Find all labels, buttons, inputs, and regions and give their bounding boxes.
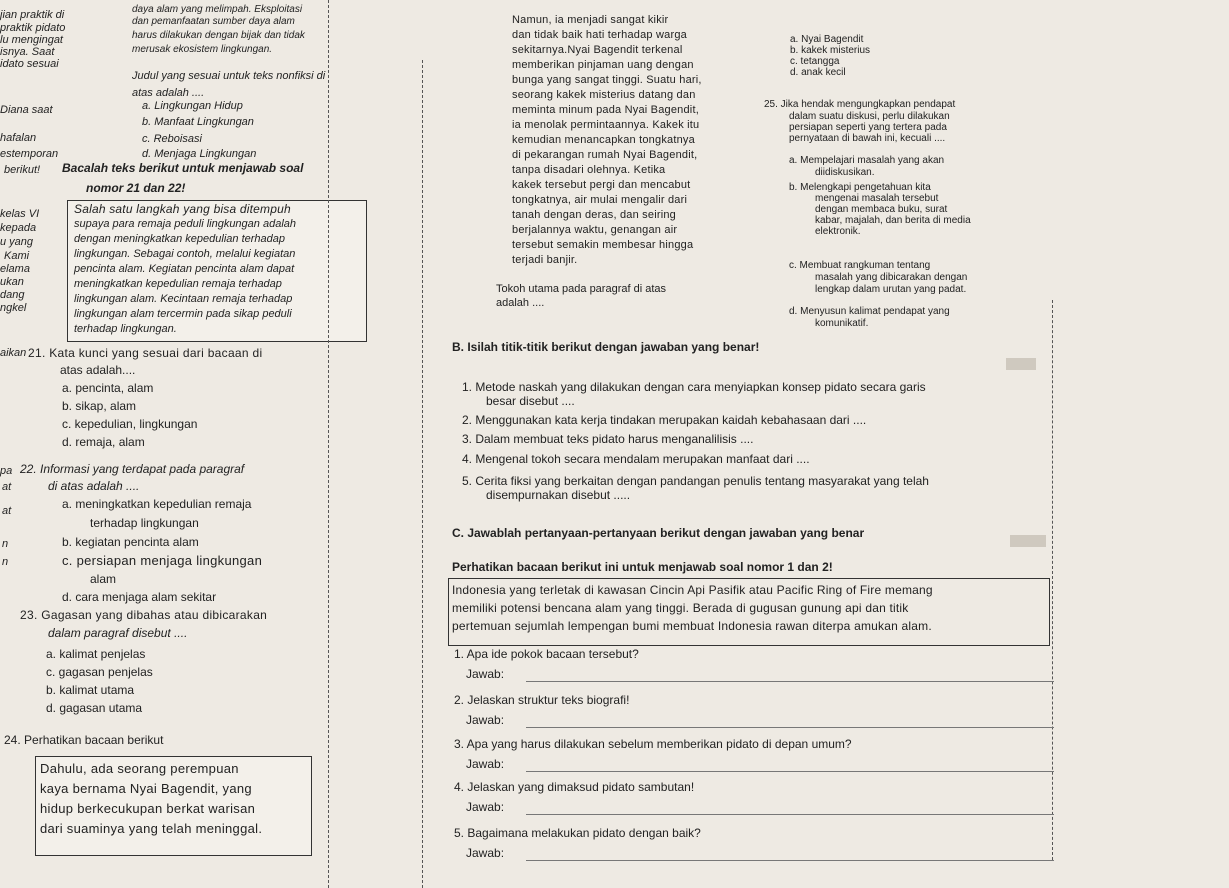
cutoff-text-line: berikut! [4, 164, 41, 176]
cutoff-text-line: kepada [0, 222, 37, 234]
cutoff-text-line: hafalan [0, 132, 37, 144]
passage-3-line: tanah dengan deras, dan seiring [512, 209, 676, 221]
answer-input-line[interactable] [526, 860, 1054, 861]
q20-line: a. Lingkungan Hidup [142, 100, 243, 112]
section-c-title: C. Jawablah pertanyaan-pertanyaan berikut dengan jawaban yang benar [452, 526, 865, 540]
question-24-stem: 24. Perhatikan bacaan berikut [4, 733, 164, 747]
passage-2-line: dari suaminya yang telah meninggal. [40, 821, 263, 836]
q24-option: a. Nyai Bagendit [790, 34, 864, 45]
q21-option: d. remaja, alam [62, 435, 145, 449]
cutoff-text-line: Kami [4, 250, 30, 262]
q25-option-a: a. Mempelajari masalah yang akan [789, 155, 945, 166]
section-c-question: 2. Jelaskan struktur teks biografi! [454, 693, 630, 707]
q24-option: c. tetangga [790, 56, 840, 67]
q25-option-a: diidiskusikan. [815, 167, 875, 178]
answer-label: Jawab: [466, 846, 505, 860]
answer-label: Jawab: [466, 713, 505, 727]
q23-option: d. gagasan utama [46, 701, 143, 715]
q24-option: d. anak kecil [790, 67, 846, 78]
passage-1-line: pencinta alam. Kegiatan pencinta alam dapat [74, 263, 295, 275]
passage-3-line: terjadi banjir. [512, 254, 578, 266]
q23-option: b. kalimat utama [46, 683, 135, 697]
cutoff-text-line: at [2, 481, 12, 493]
passage-3-line: dan tidak baik hati terhadap warga [512, 29, 687, 41]
section-b-tag [1006, 358, 1036, 370]
passage-2-line: kaya bernama Nyai Bagendit, yang [40, 781, 252, 796]
cutoff-text-line: praktik pidato [0, 22, 66, 34]
passage-3-line: tersebut semakin membesar hingga [512, 239, 694, 251]
q21-option: a. pencinta, alam [62, 381, 154, 395]
cutoff-text-line: Diana saat [0, 104, 53, 116]
answer-label: Jawab: [466, 667, 505, 681]
question-24-prompt: Tokoh utama pada paragraf di atas [496, 283, 667, 295]
section-c-question: 3. Apa yang harus dilakukan sebelum memberikan pidato di depan umum? [454, 737, 852, 751]
cutoff-text-line: estemporan [0, 148, 59, 160]
q25-option-b: kabar, majalah, dan berita di media [815, 215, 971, 226]
q22-option: alam [90, 572, 117, 586]
passage-2-line: hidup berkecukupan berkat warisan [40, 801, 256, 816]
section-c-intro: Perhatikan bacaan berikut ini untuk menjawab soal nomor 1 dan 2! [452, 560, 833, 574]
cutoff-text-line: lu mengingat [0, 34, 63, 46]
q21-option: b. sikap, alam [62, 399, 137, 413]
passage-1-line: terhadap lingkungan. [74, 323, 177, 335]
q25-option-d: komunikatif. [815, 318, 869, 329]
passage-1-line: dengan meningkatkan kepedulian terhadap [74, 233, 285, 245]
passage-3-line: seorang kakek misterius datang dan [512, 89, 696, 101]
q23-option: c. gagasan penjelas [46, 665, 153, 679]
q23-stem: 23. Gagasan yang dibahas atau dibicarakan [20, 608, 268, 622]
answer-input-line[interactable] [526, 727, 1054, 728]
section-b-item: disempurnakan disebut ..... [486, 488, 631, 502]
passage-3-line: tanpa disadari olehnya. Ketika [512, 164, 666, 176]
q25-line: pernyataan di bawah ini, kecuali .... [789, 133, 946, 144]
passage-3-line: bunga yang sangat tinggi. Suatu hari, [512, 74, 702, 86]
q20-line: merusak ekosistem lingkungan. [132, 44, 273, 55]
section-b-item: 5. Cerita fiksi yang berkaitan dengan pandangan penulis tentang masyarakat yang telah [462, 474, 929, 488]
cutoff-text-line: at [2, 505, 12, 517]
passage-1-line: lingkungan alam. Kecintaan remaja terhadap [74, 293, 293, 305]
passage-3-line: memberikan pinjaman uang dengan [512, 59, 694, 71]
q22-stem: 22. Informasi yang terdapat pada paragraf [20, 462, 245, 476]
q23-option: a. kalimat penjelas [46, 647, 146, 661]
passage-1-line: meningkatkan kepedulian remaja terhadap [74, 278, 282, 290]
section-b-item: 4. Mengenal tokoh secara mendalam merupakan manfaat dari .... [462, 452, 810, 466]
cutoff-text-line: isnya. Saat [0, 46, 55, 58]
cutoff-text-line: n [2, 556, 9, 568]
q20-line: daya alam yang melimpah. Eksploitasi [132, 4, 303, 15]
passage-1-line: Salah satu langkah yang bisa ditempuh [74, 202, 291, 216]
instruction-read-text-2: nomor 21 dan 22! [86, 181, 186, 195]
q25-line: persiapan seperti yang tertera pada [789, 122, 947, 133]
instruction-read-text: Bacalah teks berikut untuk menjawab soal [62, 161, 304, 175]
q25-option-b: b. Melengkapi pengetahuan kita [789, 182, 931, 193]
q24-option: b. kakek misterius [790, 45, 871, 56]
passage-3-line: kemudian menancapkan tongkatnya [512, 134, 695, 146]
answer-input-line[interactable] [526, 681, 1054, 682]
cutoff-text-line: n [2, 538, 9, 550]
q22-stem-2: di atas adalah .... [48, 479, 140, 493]
q21-option: c. kepedulian, lingkungan [62, 417, 198, 431]
passage-3-line: ia menolak permintaannya. Kakek itu [512, 119, 700, 131]
question-24-prompt-2: adalah .... [496, 297, 545, 309]
column-divider-middle [422, 60, 423, 888]
cutoff-text-line: u yang [0, 236, 34, 248]
q25-line: dalam suatu diskusi, perlu dilakukan [789, 111, 950, 122]
section-c-passage-line: Indonesia yang terletak di kawasan Cincin Api Pasifik atau Pacific Ring of Fire memang [452, 583, 933, 597]
cutoff-text-line: elama [0, 263, 30, 275]
q20-line: c. Reboisasi [142, 133, 202, 145]
q23-stem-2: dalam paragraf disebut .... [48, 626, 188, 640]
q25-option-c: masalah yang dibicarakan dengan [815, 272, 968, 283]
passage-1-line: lingkungan. Sebagai contoh, melalui kegiatan [74, 248, 296, 260]
q25-option-c: c. Membuat rangkuman tentang [789, 260, 931, 271]
q20-line: atas adalah .... [132, 87, 205, 99]
section-c-question: 5. Bagaimana melakukan pidato dengan baik? [454, 826, 701, 840]
cutoff-text-line: ngkel [0, 302, 27, 314]
section-b-item: 1. Metode naskah yang dilakukan dengan cara menyiapkan konsep pidato secara garis [462, 380, 926, 394]
passage-2-line: Dahulu, ada seorang perempuan [40, 761, 239, 776]
q22-option: a. meningkatkan kepedulian remaja [62, 497, 252, 511]
cutoff-text-line: jian praktik di [0, 9, 65, 21]
cutoff-text-line: pa [0, 465, 13, 477]
column-divider-right [1052, 300, 1053, 860]
q20-line: d. Menjaga Lingkungan [142, 148, 257, 160]
section-b-item: besar disebut .... [486, 394, 575, 408]
section-b-title: B. Isilah titik-titik berikut dengan jawaban yang benar! [452, 340, 760, 354]
passage-1-line: supaya para remaja peduli lingkungan adalah [74, 218, 296, 230]
q22-option: terhadap lingkungan [90, 516, 199, 530]
q20-line: b. Manfaat Lingkungan [142, 116, 254, 128]
section-c-question: 1. Apa ide pokok bacaan tersebut? [454, 647, 639, 661]
q25-option-b: elektronik. [815, 226, 861, 237]
cutoff-text-line: ukan [0, 276, 24, 288]
cutoff-text-line: kelas VI [0, 208, 40, 220]
passage-3-line: kakek tersebut pergi dan mencabut [512, 179, 691, 191]
cutoff-text-line: aikan [0, 347, 27, 359]
answer-label: Jawab: [466, 800, 505, 814]
passage-3-line: berjalannya waktu, genangan air [512, 224, 678, 236]
passage-3-line: Namun, ia menjadi sangat kikir [512, 14, 669, 26]
q25-option-b: dengan membaca buku, surat [815, 204, 948, 215]
q25-option-b: mengenai masalah tersebut [815, 193, 939, 204]
passage-1-line: lingkungan alam tercermin pada sikap peduli [74, 308, 292, 320]
q25-option-c: lengkap dalam urutan yang padat. [815, 284, 967, 295]
passage-3-line: di pekarangan rumah Nyai Bagendit, [512, 149, 698, 161]
cutoff-text-line: idato sesuai [0, 58, 59, 70]
q25-option-d: d. Menyusun kalimat pendapat yang [789, 306, 950, 317]
section-c-passage-line: memiliki potensi bencana alam yang tinggi. Berada di gugusan gunung api dan titik [452, 601, 909, 615]
section-c-question: 4. Jelaskan yang dimaksud pidato sambutan! [454, 780, 695, 794]
cutoff-text-line: dang [0, 289, 25, 301]
answer-input-line[interactable] [526, 771, 1054, 772]
passage-3-line: sekitarnya.Nyai Bagendit terkenal [512, 44, 683, 56]
passage-3-line: meminta minum pada Nyai Bagendit, [512, 104, 699, 116]
section-b-item: 2. Menggunakan kata kerja tindakan merupakan kaidah kebahasaan dari .... [462, 413, 867, 427]
section-c-tag [1010, 535, 1046, 547]
column-divider-left [328, 0, 329, 888]
q25-stem: 25. Jika hendak mengungkapkan pendapat [764, 99, 956, 110]
q20-line: Judul yang sesuai untuk teks nonfiksi di [132, 70, 326, 82]
section-c-passage-line: pertemuan sejumlah lempengan bumi membuat Indonesia rawan diterpa amukan alam. [452, 619, 932, 633]
answer-label: Jawab: [466, 757, 505, 771]
passage-3-line: tongkatnya, air mulai mengalir dari [512, 194, 688, 206]
q22-option: b. kegiatan pencinta alam [62, 535, 199, 549]
q20-line: harus dilakukan dengan bijak dan tidak [132, 30, 305, 41]
q20-line: dan pemanfaatan sumber daya alam [132, 16, 295, 27]
section-b-item: 3. Dalam membuat teks pidato harus menganalilisis .... [462, 432, 754, 446]
q21-stem: 21. Kata kunci yang sesuai dari bacaan di [28, 346, 263, 360]
q21-stem-2: atas adalah.... [60, 363, 136, 377]
answer-input-line[interactable] [526, 814, 1054, 815]
q22-option: d. cara menjaga alam sekitar [62, 590, 217, 604]
q22-option: c. persiapan menjaga lingkungan [62, 553, 263, 568]
